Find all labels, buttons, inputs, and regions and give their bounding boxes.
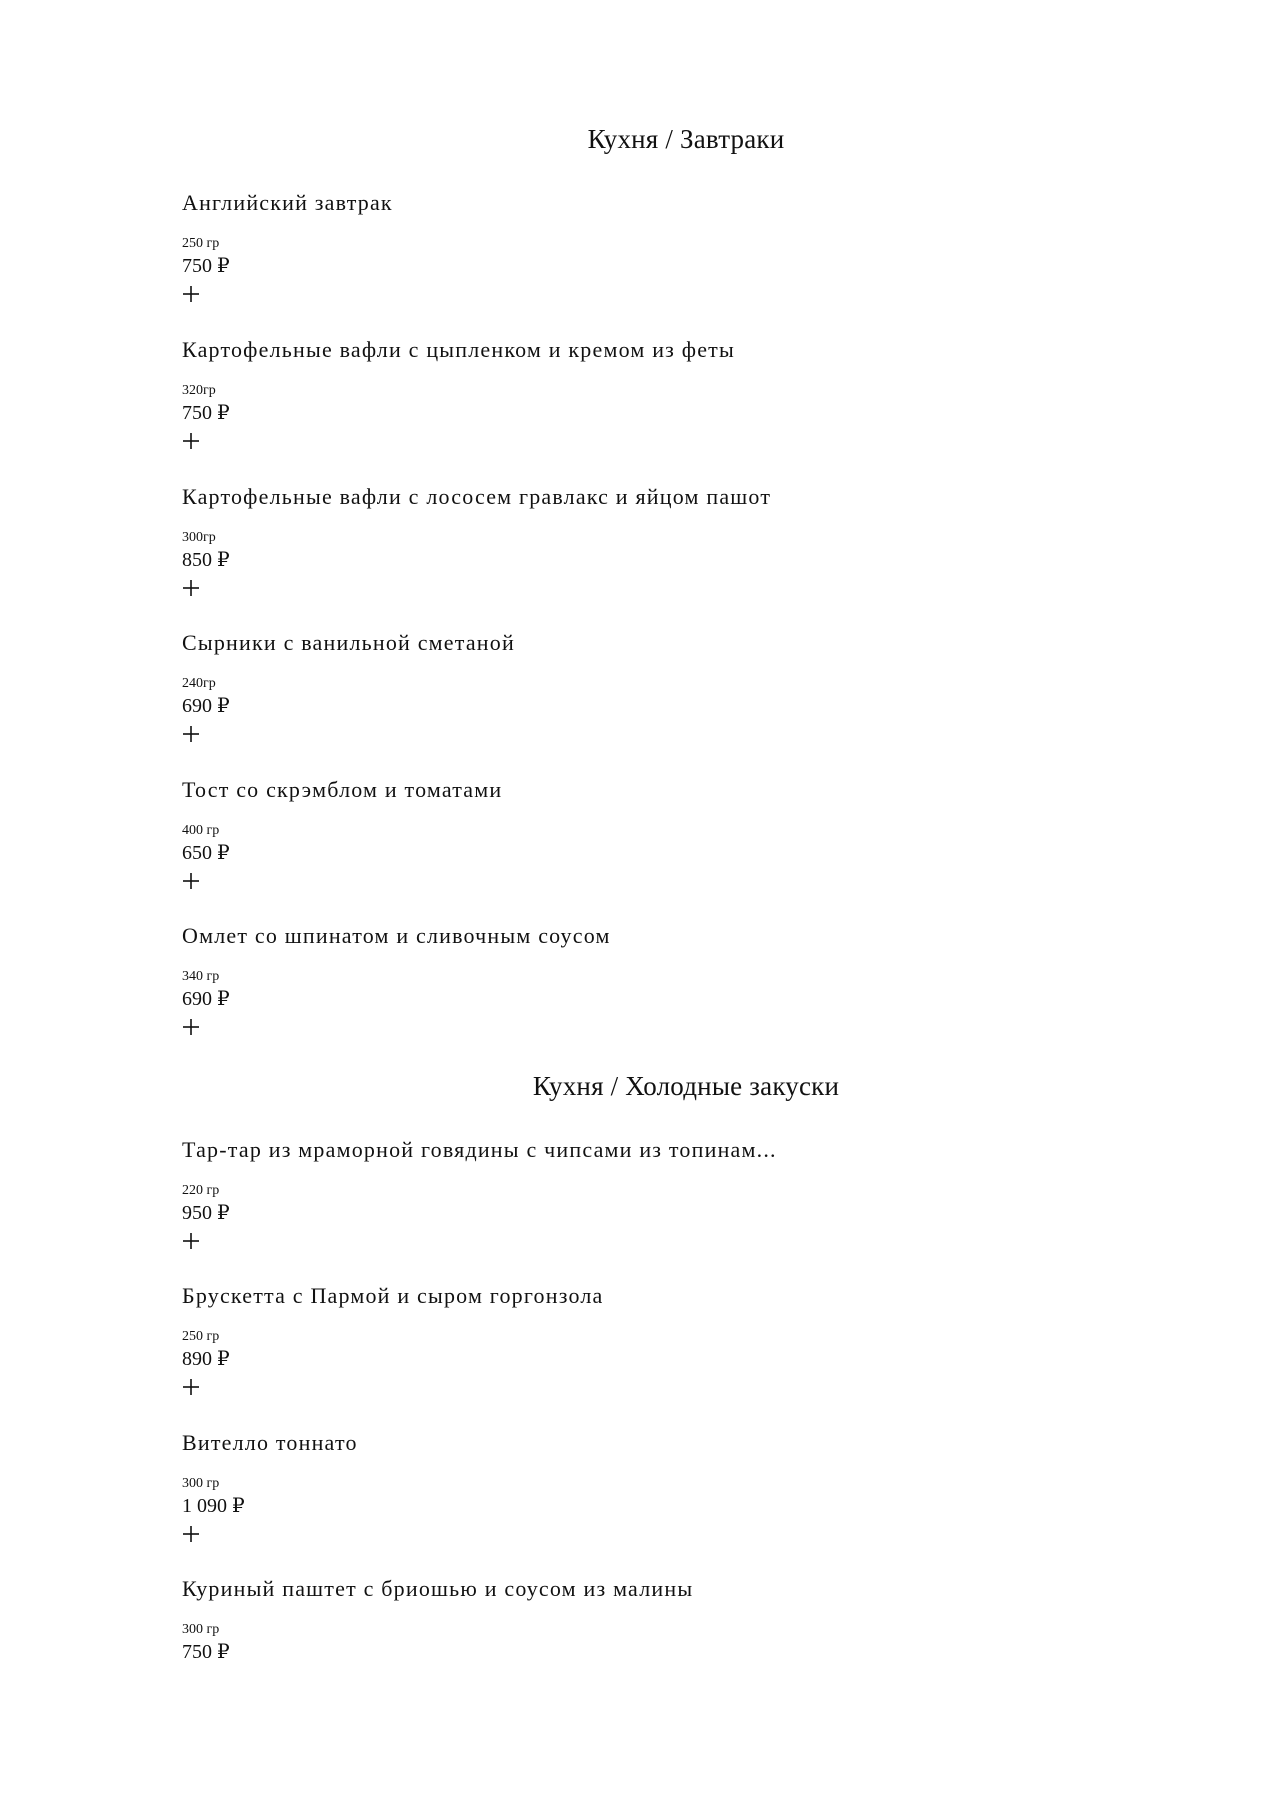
item-price: 850 ₽ bbox=[182, 549, 230, 571]
plus-icon bbox=[180, 1523, 202, 1545]
item-weight: 250 гр bbox=[182, 236, 220, 251]
add-to-cart-button[interactable] bbox=[180, 1229, 204, 1253]
item-weight: 400 гр bbox=[182, 823, 220, 838]
item-price: 750 ₽ bbox=[182, 1641, 230, 1663]
item-price: 890 ₽ bbox=[182, 1348, 230, 1370]
item-price: 750 ₽ bbox=[182, 402, 230, 424]
item-price: 690 ₽ bbox=[182, 988, 230, 1010]
item-price: 1 090 ₽ bbox=[182, 1495, 245, 1517]
plus-icon bbox=[180, 283, 202, 305]
item-name: Куриный паштет с бриошью и соусом из малины bbox=[182, 1576, 694, 1601]
plus-icon bbox=[180, 870, 202, 892]
item-name: Картофельные вафли с цыпленком и кремом из феты bbox=[182, 337, 735, 362]
add-to-cart-button[interactable] bbox=[180, 1522, 204, 1546]
item-weight: 340 гр bbox=[182, 969, 220, 984]
plus-icon bbox=[180, 1230, 202, 1252]
item-name: Английский завтрак bbox=[182, 190, 393, 215]
item-price: 750 ₽ bbox=[182, 255, 230, 277]
item-name: Сырники с ванильной сметаной bbox=[182, 630, 515, 655]
plus-icon bbox=[180, 723, 202, 745]
add-to-cart-button[interactable] bbox=[180, 429, 204, 453]
plus-icon bbox=[180, 577, 202, 599]
item-name: Вителло тоннато bbox=[182, 1430, 358, 1455]
item-name: Омлет со шпинатом и сливочным соусом bbox=[182, 923, 611, 948]
section-title-cold-appetizers: Кухня / Холодные закуски bbox=[532, 1071, 840, 1101]
item-price: 950 ₽ bbox=[182, 1202, 230, 1224]
add-to-cart-button[interactable] bbox=[180, 1015, 204, 1039]
item-name: Тост со скрэмблом и томатами bbox=[182, 777, 503, 802]
plus-icon bbox=[180, 1016, 202, 1038]
item-name: Тар-тар из мраморной говядины с чипсами из топинам... bbox=[182, 1137, 777, 1162]
item-weight: 220 гр bbox=[182, 1183, 220, 1198]
plus-icon bbox=[180, 1376, 202, 1398]
add-to-cart-button[interactable] bbox=[180, 282, 204, 306]
item-price: 650 ₽ bbox=[182, 842, 230, 864]
item-weight: 300 гр bbox=[182, 1476, 220, 1491]
item-name: Картофельные вафли с лососем гравлакс и яйцом пашот bbox=[182, 484, 772, 509]
add-to-cart-button[interactable] bbox=[180, 869, 204, 893]
item-price: 690 ₽ bbox=[182, 695, 230, 717]
item-name: Брускетта с Пармой и сыром горгонзола bbox=[182, 1283, 604, 1308]
section-title-breakfast: Кухня / Завтраки bbox=[587, 124, 785, 154]
item-weight: 250 гр bbox=[182, 1329, 220, 1344]
plus-icon bbox=[180, 430, 202, 452]
add-to-cart-button[interactable] bbox=[180, 722, 204, 746]
add-to-cart-button[interactable] bbox=[180, 576, 204, 600]
item-weight: 320гр bbox=[182, 383, 216, 398]
item-weight: 300 гр bbox=[182, 1622, 220, 1637]
add-to-cart-button[interactable] bbox=[180, 1375, 204, 1399]
item-weight: 240гр bbox=[182, 676, 216, 691]
item-weight: 300гр bbox=[182, 530, 216, 545]
